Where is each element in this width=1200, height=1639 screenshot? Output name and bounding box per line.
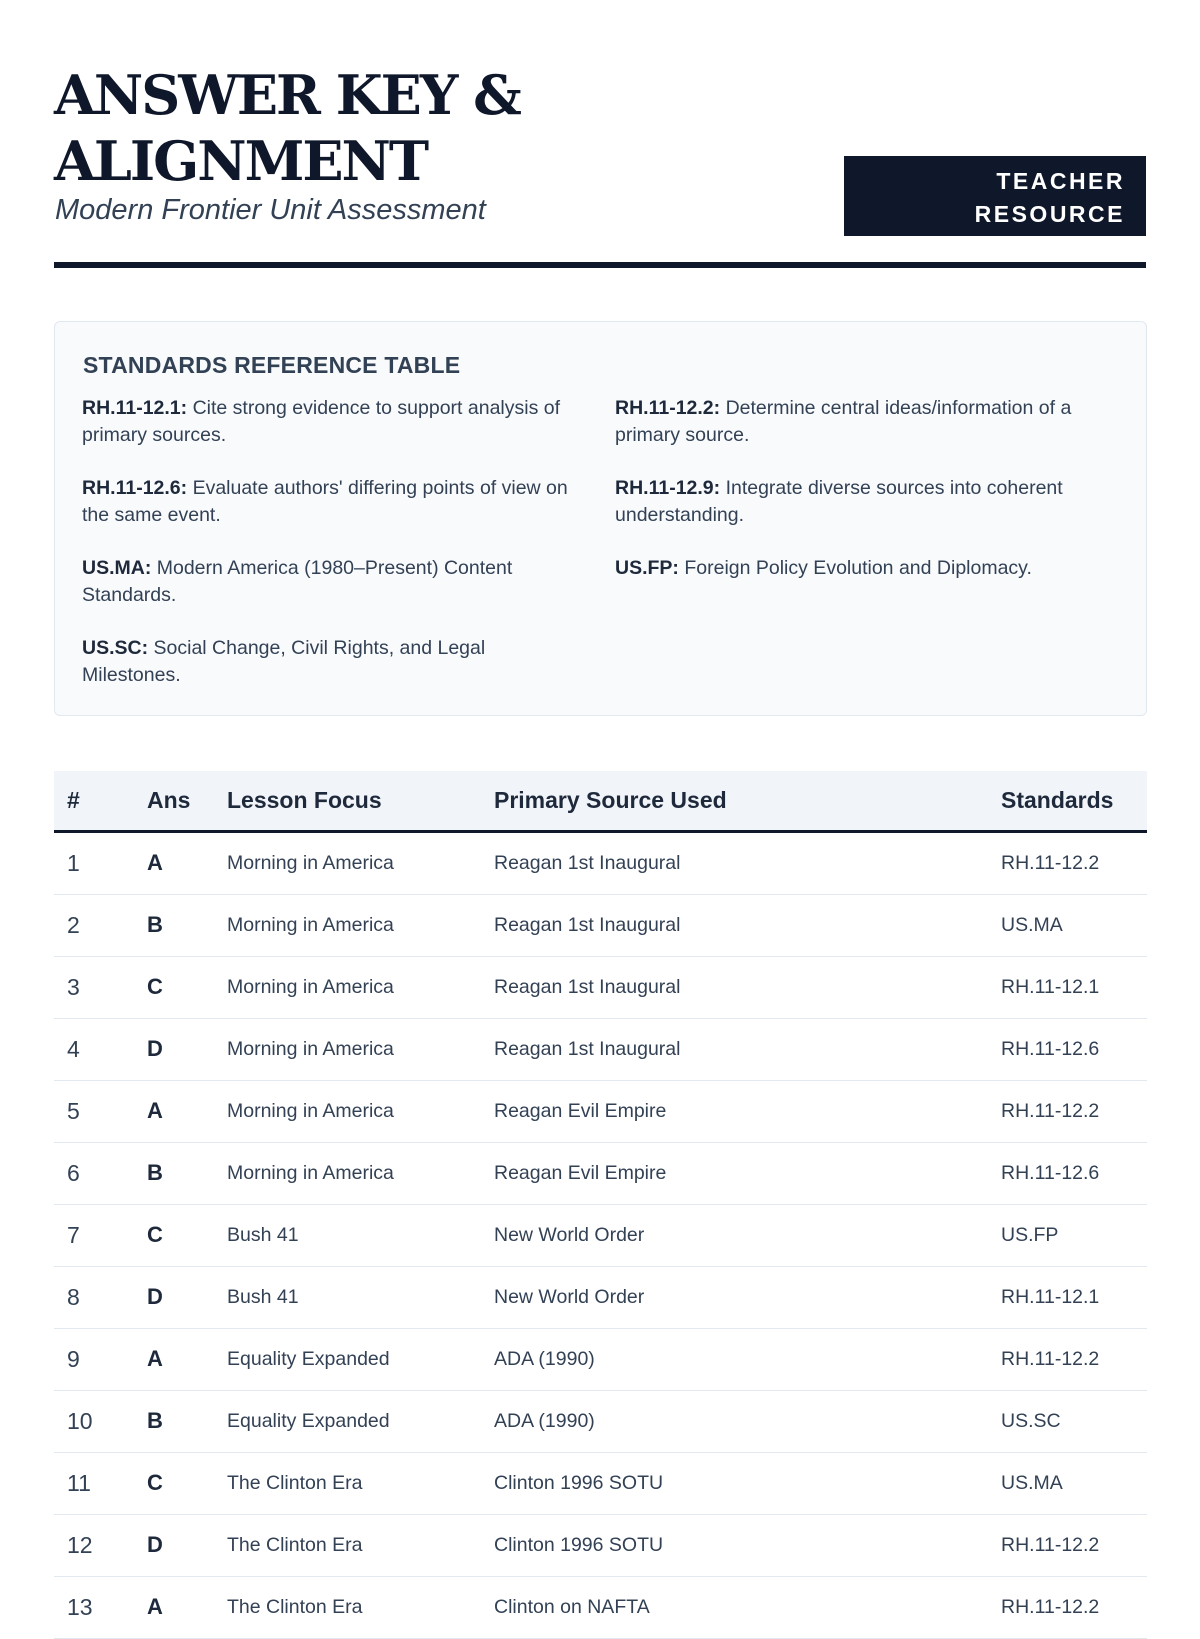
primary-source-cell: Reagan 1st Inaugural	[481, 956, 988, 1018]
table-row	[54, 1328, 1147, 1390]
lesson-focus-cell: The Clinton Era	[214, 1452, 481, 1514]
standard-cell: RH.11-12.2	[988, 1576, 1147, 1638]
column-header-standards: Standards	[988, 771, 1147, 831]
answer-letter: A	[134, 1328, 214, 1390]
page-subtitle: Modern Frontier Unit Assessment	[55, 194, 486, 226]
standard-description: Determine central ideas/information of a primary source.	[615, 397, 1072, 446]
question-number: 7	[54, 1204, 134, 1266]
table-body	[54, 831, 1147, 1638]
table-row	[54, 1452, 1147, 1514]
standard-cell: RH.11-12.2	[988, 831, 1147, 894]
primary-source-cell: Clinton 1996 SOTU	[481, 1452, 988, 1514]
answer-key-table-container	[54, 771, 1147, 1639]
lesson-focus-cell: Bush 41	[214, 1266, 481, 1328]
page-header	[54, 62, 1146, 268]
lesson-focus-cell: Morning in America	[214, 1142, 481, 1204]
table-row	[54, 1266, 1147, 1328]
standard-item	[615, 555, 1120, 582]
question-number: 2	[54, 894, 134, 956]
primary-source-cell: Reagan Evil Empire	[481, 1080, 988, 1142]
answer-letter: D	[134, 1514, 214, 1576]
teacher-resource-badge	[844, 156, 1146, 236]
table-row	[54, 894, 1147, 956]
answer-letter: D	[134, 1266, 214, 1328]
standard-code: RH.11-12.6:	[82, 477, 188, 499]
standard-item	[615, 475, 1120, 529]
answer-letter: A	[134, 1080, 214, 1142]
standard-cell: US.MA	[988, 894, 1147, 956]
standards-reference-title: STANDARDS REFERENCE TABLE	[83, 352, 461, 378]
standard-cell: RH.11-12.2	[988, 1328, 1147, 1390]
question-number: 3	[54, 956, 134, 1018]
column-header-number: #	[54, 771, 134, 831]
column-header-lesson-focus: Lesson Focus	[214, 771, 481, 831]
question-number: 12	[54, 1514, 134, 1576]
question-number: 11	[54, 1452, 134, 1514]
primary-source-cell: Reagan 1st Inaugural	[481, 831, 988, 894]
lesson-focus-cell: Bush 41	[214, 1204, 481, 1266]
answer-letter: A	[134, 831, 214, 894]
standard-description: Cite strong evidence to support analysis of primary sources.	[82, 397, 561, 446]
question-number: 6	[54, 1142, 134, 1204]
standard-cell: RH.11-12.1	[988, 1266, 1147, 1328]
table-header-row	[54, 771, 1147, 831]
standard-description: Foreign Policy Evolution and Diplomacy.	[684, 557, 1032, 579]
question-number: 13	[54, 1576, 134, 1638]
answer-letter: C	[134, 956, 214, 1018]
standard-cell: RH.11-12.2	[988, 1080, 1147, 1142]
standard-code: RH.11-12.2:	[615, 397, 721, 419]
standard-cell: US.FP	[988, 1204, 1147, 1266]
page-title-line1: ANSWER KEY &	[54, 63, 520, 127]
table-row	[54, 1576, 1147, 1638]
standard-item	[82, 635, 587, 689]
standard-description: Social Change, Civil Rights, and Legal Milestones.	[82, 637, 486, 686]
lesson-focus-cell: Morning in America	[214, 1080, 481, 1142]
standard-code: RH.11-12.9:	[615, 477, 721, 499]
table-row	[54, 956, 1147, 1018]
standard-description: Evaluate authors' differing points of view on the same event.	[82, 477, 568, 526]
primary-source-cell: ADA (1990)	[481, 1328, 988, 1390]
table-row	[54, 1018, 1147, 1080]
lesson-focus-cell: Equality Expanded	[214, 1390, 481, 1452]
table-row	[54, 1142, 1147, 1204]
lesson-focus-cell: The Clinton Era	[214, 1576, 481, 1638]
standard-cell: US.SC	[988, 1390, 1147, 1452]
answer-letter: B	[134, 894, 214, 956]
table-row	[54, 1390, 1147, 1452]
question-number: 8	[54, 1266, 134, 1328]
table-row	[54, 1514, 1147, 1576]
answer-letter: B	[134, 1142, 214, 1204]
standard-cell: RH.11-12.1	[988, 956, 1147, 1018]
answer-letter: B	[134, 1390, 214, 1452]
answer-letter: D	[134, 1018, 214, 1080]
answer-letter: A	[134, 1576, 214, 1638]
question-number: 10	[54, 1390, 134, 1452]
primary-source-cell: Reagan 1st Inaugural	[481, 894, 988, 956]
lesson-focus-cell: The Clinton Era	[214, 1514, 481, 1576]
page-title	[54, 62, 614, 194]
standard-code: US.FP:	[615, 557, 679, 579]
answer-letter: C	[134, 1204, 214, 1266]
primary-source-cell: New World Order	[481, 1266, 988, 1328]
column-header-answer: Ans	[134, 771, 214, 831]
question-number: 5	[54, 1080, 134, 1142]
lesson-focus-cell: Morning in America	[214, 956, 481, 1018]
primary-source-cell: Clinton 1996 SOTU	[481, 1514, 988, 1576]
badge-line2: RESOURCE	[974, 201, 1125, 227]
answer-letter: C	[134, 1452, 214, 1514]
standards-reference-panel	[54, 321, 1147, 716]
question-number: 9	[54, 1328, 134, 1390]
standard-item	[82, 475, 587, 529]
standard-item	[82, 395, 587, 449]
primary-source-cell: New World Order	[481, 1204, 988, 1266]
standard-cell: US.MA	[988, 1452, 1147, 1514]
table-row	[54, 1080, 1147, 1142]
table-row	[54, 1204, 1147, 1266]
standard-description: Integrate diverse sources into coherent understanding.	[615, 477, 1063, 526]
standard-description: Modern America (1980–Present) Content Standards.	[82, 557, 513, 606]
standard-cell: RH.11-12.6	[988, 1142, 1147, 1204]
primary-source-cell: Reagan Evil Empire	[481, 1142, 988, 1204]
standard-item	[615, 395, 1120, 449]
lesson-focus-cell: Morning in America	[214, 1018, 481, 1080]
table-row	[54, 831, 1147, 894]
lesson-focus-cell: Morning in America	[214, 894, 481, 956]
question-number: 1	[54, 831, 134, 894]
badge-line1: TEACHER	[996, 168, 1125, 194]
lesson-focus-cell: Morning in America	[214, 831, 481, 894]
standard-cell: RH.11-12.2	[988, 1514, 1147, 1576]
primary-source-cell: Clinton on NAFTA	[481, 1576, 988, 1638]
page-title-line2: ALIGNMENT	[54, 129, 428, 193]
standard-code: US.MA:	[82, 557, 152, 579]
primary-source-cell: ADA (1990)	[481, 1390, 988, 1452]
column-header-primary-source: Primary Source Used	[481, 771, 988, 831]
standard-item	[82, 555, 587, 609]
primary-source-cell: Reagan 1st Inaugural	[481, 1018, 988, 1080]
standard-cell: RH.11-12.6	[988, 1018, 1147, 1080]
answer-key-table	[54, 771, 1147, 1639]
question-number: 4	[54, 1018, 134, 1080]
standard-code: RH.11-12.1:	[82, 397, 188, 419]
standard-code: US.SC:	[82, 637, 149, 659]
lesson-focus-cell: Equality Expanded	[214, 1328, 481, 1390]
